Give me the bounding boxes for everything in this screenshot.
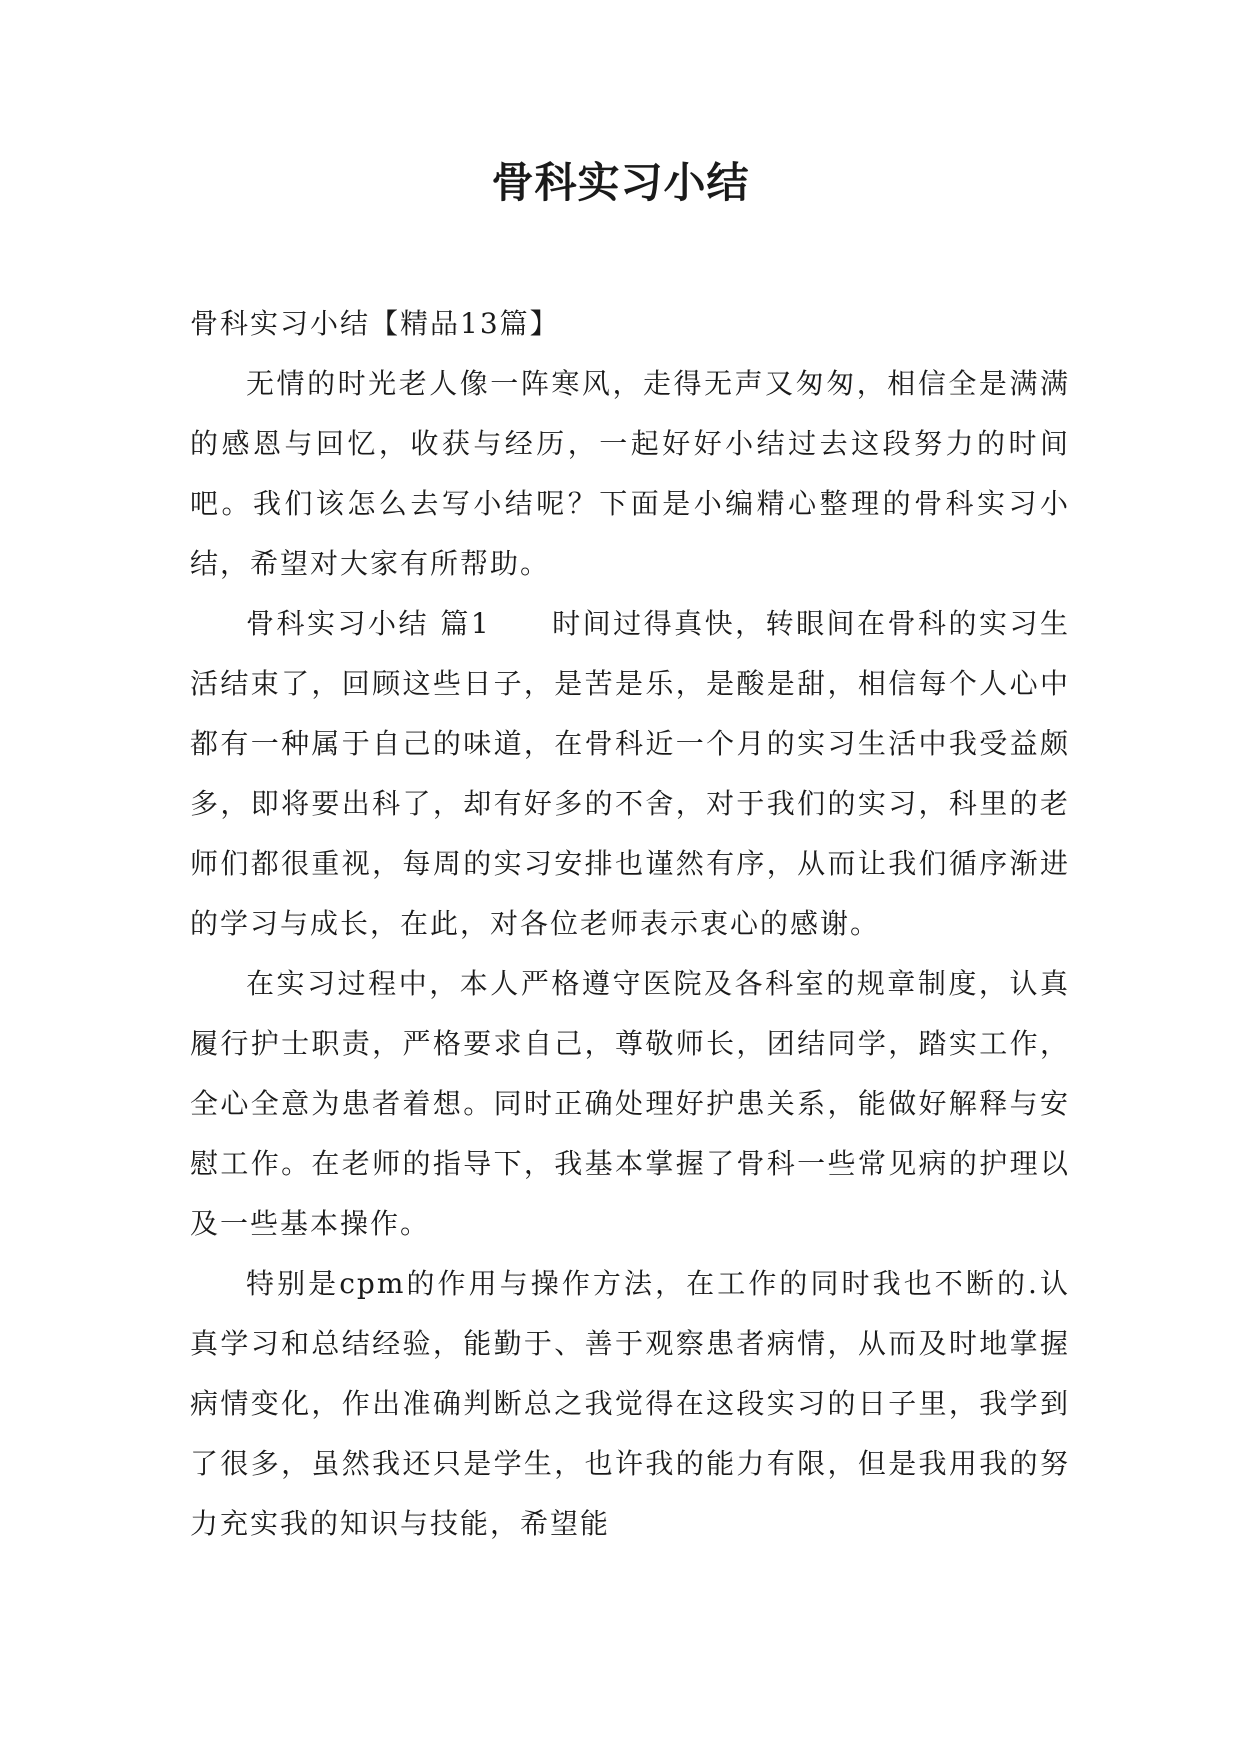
paragraph-cpm: 特别是cpm的作用与操作方法，在工作的同时我也不断的.认真学习和总结经验，能勤于、善于观察患者病情，从而及时地掌握病情变化，作出准确判断总之我觉得在这段实习的日子里，我学到了很多，虽然我还只是学生，也许我的能力有限，但是我用我的努力充实我的知识与技能，希望能 <box>190 1267 1070 1540</box>
document-subtitle: 骨科实习小结【精品13篇】 <box>190 307 560 340</box>
document-body <box>190 294 1070 1554</box>
paragraph-part1: 骨科实习小结 篇1 时间过得真快，转眼间在骨科的实习生活结束了，回顾这些日子，是苦是乐，是酸是甜，相信每个人心中都有一种属于自己的味道，在骨科近一个月的实习生活中我受益颇多，即将要出科了，却有好多的不舍，对于我们的实习，科里的老师们都很重视，每周的实习安排也谨然有序，从而让我们循序渐进的学习与成长，在此，对各位老师表示衷心的感谢。 <box>190 607 1070 940</box>
page-title: 骨科实习小结 <box>491 158 750 207</box>
paragraph-intro: 无情的时光老人像一阵寒风，走得无声又匆匆，相信全是满满的感恩与回忆，收获与经历，一起好好小结过去这段努力的时间吧。我们该怎么去写小结呢？下面是小编精心整理的骨科实习小结，希望对大家有所帮助。 <box>190 367 1070 580</box>
paragraph-practice: 在实习过程中，本人严格遵守医院及各科室的规章制度，认真履行护士职责，严格要求自己，尊敬师长，团结同学，踏实工作，全心全意为患者着想。同时正确处理好护患关系，能做好解释与安慰工作。在老师的指导下，我基本掌握了骨科一些常见病的护理以及一些基本操作。 <box>190 967 1070 1240</box>
